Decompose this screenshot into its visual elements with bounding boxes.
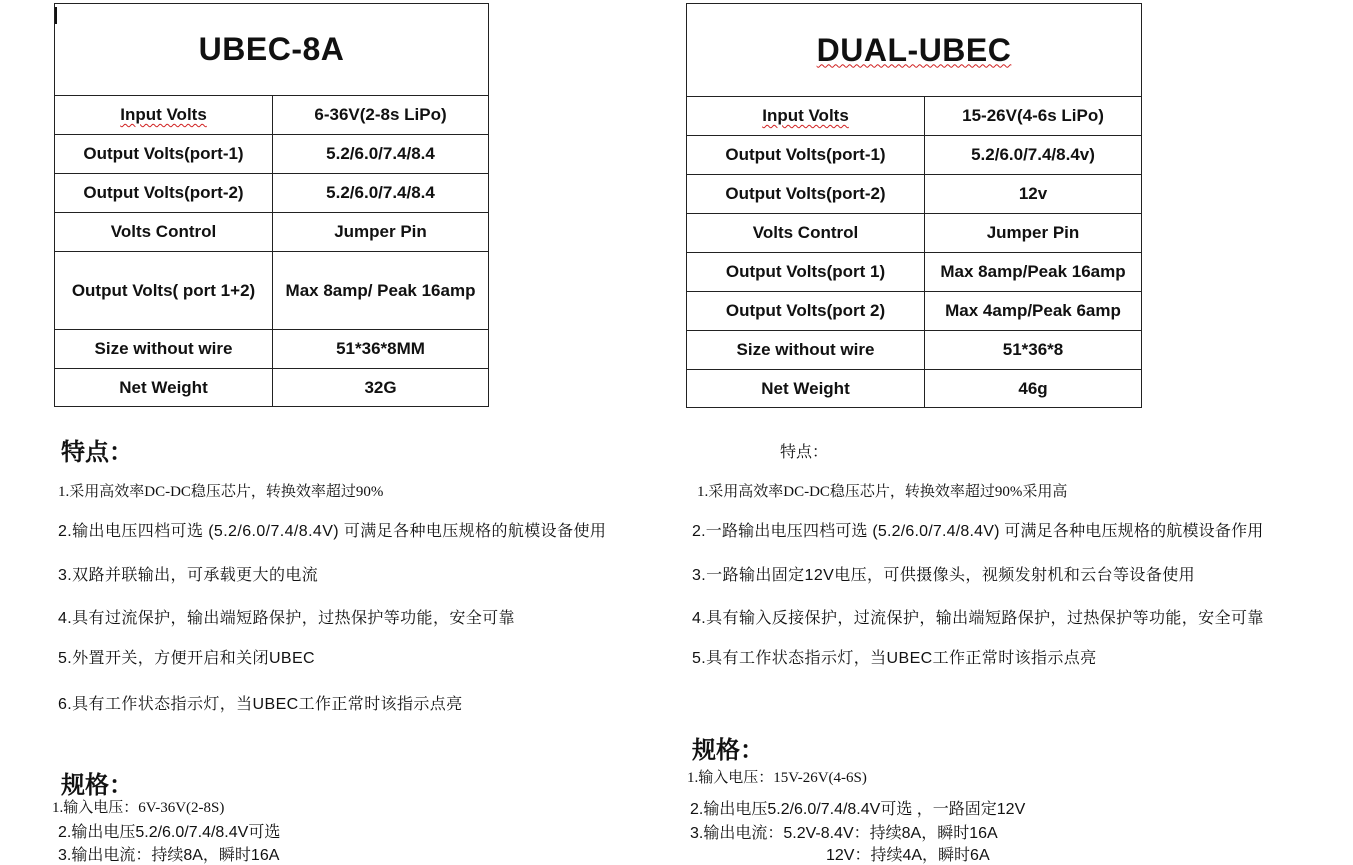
row-label: Size without wire [55, 330, 273, 369]
row-value: Max 4amp/Peak 6amp [925, 292, 1142, 331]
table-title: DUAL-UBEC [687, 4, 1142, 97]
table-row [687, 136, 1142, 175]
feature-item: 5.具有工作状态指示灯，当UBEC工作正常时该指示点亮 [692, 650, 1097, 667]
table-row [687, 97, 1142, 136]
table-row [55, 174, 489, 213]
table-row [687, 175, 1142, 214]
row-value: 5.2/6.0/7.4/8.4 [273, 174, 489, 213]
row-label: Size without wire [687, 331, 925, 370]
row-label: Output Volts(port-1) [687, 136, 925, 175]
feature-item: 4.具有过流保护，输出端短路保护，过热保护等功能，安全可靠 [58, 610, 515, 627]
spec-heading: 规格： [61, 771, 133, 799]
spec-item: 1.输入电压：15V-26V(4-6S) [687, 770, 867, 786]
row-label: Output Volts( port 1+2) [55, 252, 273, 330]
row-value: 6-36V(2-8s LiPo) [273, 96, 489, 135]
table-row [687, 292, 1142, 331]
table-row [55, 369, 489, 407]
row-value: 15-26V(4-6s LiPo) [925, 97, 1142, 136]
row-label: Output Volts(port-1) [55, 135, 273, 174]
row-value: 51*36*8 [925, 331, 1142, 370]
row-value: Jumper Pin [925, 214, 1142, 253]
table-row [55, 96, 489, 135]
row-value: 12v [925, 175, 1142, 214]
row-label: Volts Control [687, 214, 925, 253]
row-value: 46g [925, 370, 1142, 408]
feature-item: 3.双路并联输出，可承载更大的电流 [58, 567, 319, 584]
row-label: Net Weight [687, 370, 925, 408]
table-title: UBEC-8A [55, 4, 489, 96]
spec-item: 2.输出电压5.2/6.0/7.4/8.4V可选 ，一路固定12V [690, 801, 1026, 818]
spec-item: 2.输出电压5.2/6.0/7.4/8.4V可选 [58, 824, 281, 841]
row-label: Output Volts(port-2) [687, 175, 925, 214]
table-row [55, 252, 489, 330]
table-row [687, 253, 1142, 292]
dual-ubec-spec-table [686, 3, 1142, 408]
row-value: Max 8amp/ Peak 16amp [273, 252, 489, 330]
table-row [55, 330, 489, 369]
table-row [687, 214, 1142, 253]
feature-item: 3.一路输出固定12V电压，可供摄像头，视频发射机和云台等设备使用 [692, 567, 1196, 584]
spec-heading: 规格： [692, 736, 764, 764]
feature-item: 5.外置开关，方便开启和关闭UBEC [58, 650, 315, 667]
row-label: Volts Control [55, 213, 273, 252]
row-value: 32G [273, 369, 489, 407]
table-row [687, 331, 1142, 370]
spec-item: 1.输入电压：6V-36V(2-8S) [52, 800, 225, 816]
row-label: Input Volts [687, 97, 925, 136]
row-label: Net Weight [55, 369, 273, 407]
row-value: 51*36*8MM [273, 330, 489, 369]
feature-item: 1.采用高效率DC-DC稳压芯片，转换效率超过90%采用高 [697, 484, 1068, 500]
feature-item: 6.具有工作状态指示灯，当UBEC工作正常时该指示点亮 [58, 696, 463, 713]
row-value: Max 8amp/Peak 16amp [925, 253, 1142, 292]
row-label: Input Volts [55, 96, 273, 135]
feature-item: 2.输出电压四档可选 (5.2/6.0/7.4/8.4V) 可满足各种电压规格的航模设备使用 [58, 523, 607, 540]
feature-item: 2.一路输出电压四档可选 (5.2/6.0/7.4/8.4V) 可满足各种电压规格的航模设备作用 [692, 523, 1264, 540]
features-heading: 特点： [61, 438, 133, 466]
features-heading: 特点： [780, 442, 829, 461]
row-value: Jumper Pin [273, 213, 489, 252]
spec-item: 12V：持续4A，瞬时6A [826, 847, 990, 864]
table-row [55, 135, 489, 174]
row-label: Output Volts(port 1) [687, 253, 925, 292]
row-label: Output Volts(port-2) [55, 174, 273, 213]
spec-item: 3.输出电流：5.2V-8.4V：持续8A，瞬时16A [690, 825, 998, 842]
row-value: 5.2/6.0/7.4/8.4v) [925, 136, 1142, 175]
feature-item: 1.采用高效率DC-DC稳压芯片，转换效率超过90% [58, 484, 384, 500]
spec-item: 3.输出电流：持续8A，瞬时16A [58, 847, 280, 864]
table-row [687, 370, 1142, 408]
feature-item: 4.具有输入反接保护，过流保护，输出端短路保护，过热保护等功能，安全可靠 [692, 610, 1264, 627]
table-row [55, 213, 489, 252]
ubec-8a-spec-table [54, 3, 489, 407]
row-value: 5.2/6.0/7.4/8.4 [273, 135, 489, 174]
row-label: Output Volts(port 2) [687, 292, 925, 331]
